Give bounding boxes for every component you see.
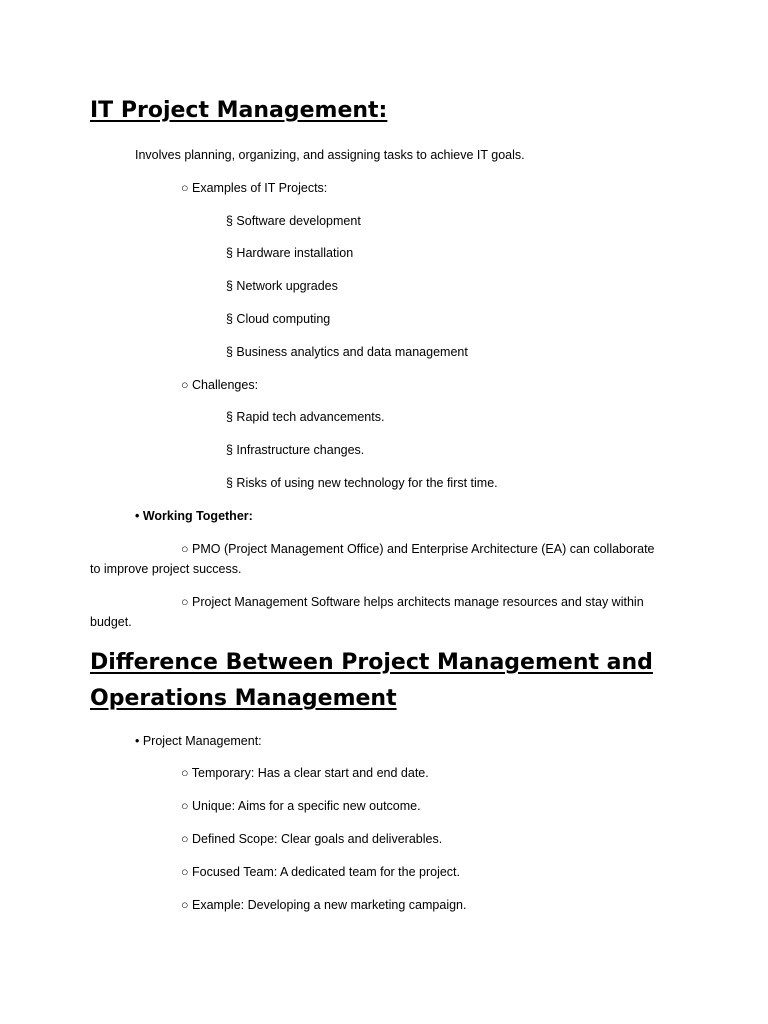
example-item: § Business analytics and data management bbox=[226, 345, 468, 359]
heading-difference-line1: Difference Between Project Management and bbox=[90, 650, 653, 675]
example-item: § Cloud computing bbox=[226, 312, 331, 326]
pmo-collaboration-text: ○ PMO (Project Management Office) and Enterprise Architecture (EA) can collaborate bbox=[181, 542, 655, 556]
pm-trait-item: ○ Temporary: Has a clear start and end date. bbox=[181, 766, 429, 780]
challenge-item: § Rapid tech advancements. bbox=[226, 410, 385, 424]
example-item: § Software development bbox=[226, 214, 361, 228]
example-item: § Network upgrades bbox=[226, 279, 338, 293]
pm-software-text-continued: budget. bbox=[90, 615, 132, 629]
heading-difference-line2: Operations Management bbox=[90, 686, 397, 711]
pm-software-text: ○ Project Management Software helps architects manage resources and stay within bbox=[181, 595, 644, 609]
pm-trait-item: ○ Example: Developing a new marketing campaign. bbox=[181, 898, 467, 912]
examples-label: ○ Examples of IT Projects: bbox=[181, 181, 328, 195]
pmo-collaboration-text-continued: to improve project success. bbox=[90, 562, 242, 576]
project-management-label: • Project Management: bbox=[135, 734, 262, 748]
challenge-item: § Risks of using new technology for the first time. bbox=[226, 476, 498, 490]
pm-trait-item: ○ Focused Team: A dedicated team for the project. bbox=[181, 865, 461, 879]
challenge-item: § Infrastructure changes. bbox=[226, 443, 365, 457]
pm-trait-item: ○ Unique: Aims for a specific new outcome. bbox=[181, 799, 421, 813]
intro-text: Involves planning, organizing, and assigning tasks to achieve IT goals. bbox=[135, 148, 525, 162]
challenges-label: ○ Challenges: bbox=[181, 378, 259, 392]
working-together-label: • Working Together: bbox=[135, 509, 253, 523]
example-item: § Hardware installation bbox=[226, 246, 354, 260]
pm-trait-item: ○ Defined Scope: Clear goals and deliverables. bbox=[181, 832, 443, 846]
heading-it-project-management: IT Project Management: bbox=[90, 98, 388, 123]
